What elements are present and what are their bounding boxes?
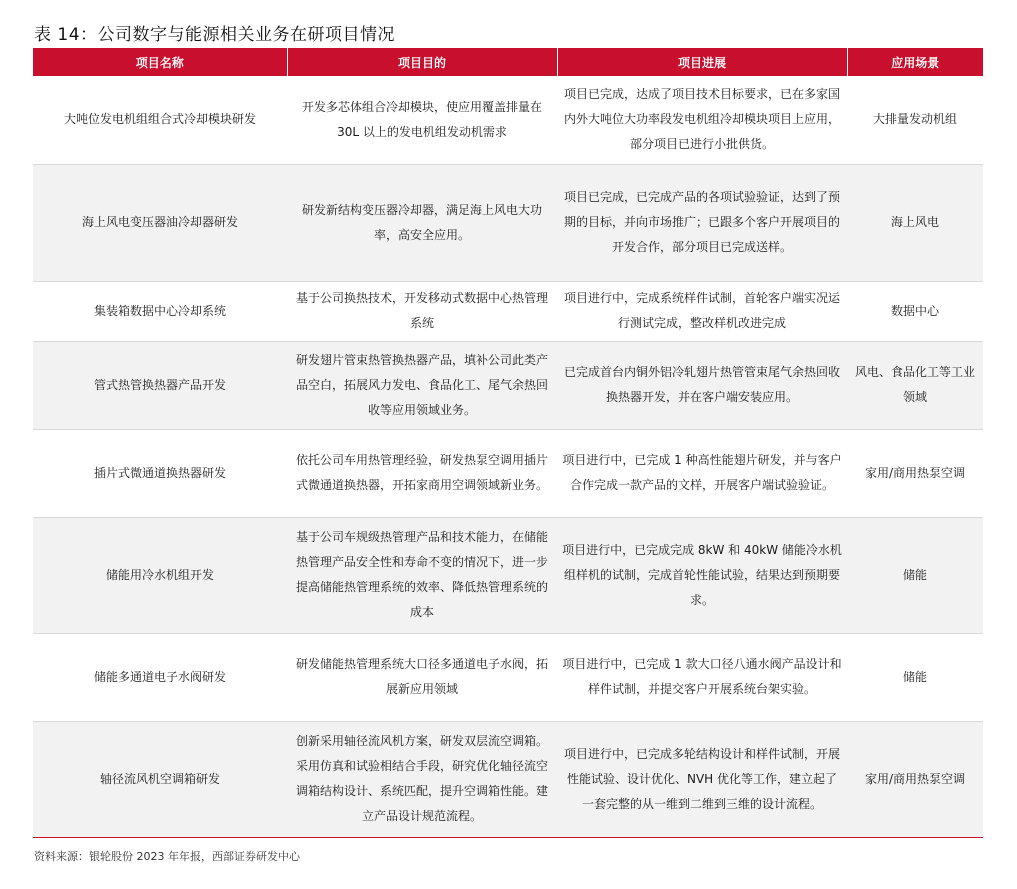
cell-project-progress: 项目已完成，达成了项目技术目标要求，已在多家国内外大吨位大功率段发电机组冷却模块项目上应用，部分项目已进行小批供货。: [557, 76, 847, 164]
table-row: [33, 517, 983, 633]
cell-application-scene: 储能: [847, 633, 983, 721]
cell-project-purpose: 基于公司换热技术，开发移动式数据中心热管理系统: [287, 281, 557, 341]
cell-project-name: 储能用冷水机组开发: [33, 517, 287, 633]
cell-project-purpose: 研发储能热管理系统大口径多通道电子水阀，拓展新应用领域: [287, 633, 557, 721]
table-header-row: [33, 48, 983, 76]
cell-application-scene: 家用/商用热泵空调: [847, 721, 983, 837]
cell-project-purpose: 创新采用轴径流风机方案，研发双层流空调箱。采用仿真和试验相结合手段，研究优化轴径流空调箱结构设计、系统匹配，提升空调箱性能。建立产品设计规范流程。: [287, 721, 557, 837]
cell-project-name: 海上风电变压器油冷却器研发: [33, 164, 287, 281]
cell-project-name: 大吨位发电机组组合式冷却模块研发: [33, 76, 287, 164]
cell-application-scene: 大排量发动机组: [847, 76, 983, 164]
cell-application-scene: 数据中心: [847, 281, 983, 341]
cell-project-name: 轴径流风机空调箱研发: [33, 721, 287, 837]
cell-project-progress: 项目进行中，已完成 1 种高性能翅片研发，并与客户合作完成一款产品的文样，开展客户端试验验证。: [557, 429, 847, 517]
cell-project-purpose: 基于公司车规级热管理产品和技术能力，在储能热管理产品安全性和寿命不变的情况下，进一步提高储能热管理系统的效率、降低热管理系统的成本: [287, 517, 557, 633]
cell-project-name: 集装箱数据中心冷却系统: [33, 281, 287, 341]
cell-project-progress: 项目进行中，已完成完成 8kW 和 40kW 储能冷水机组样机的试制，完成首轮性能试验，结果达到预期要求。: [557, 517, 847, 633]
cell-project-purpose: 开发多芯体组合冷却模块，使应用覆盖排量在 30L 以上的发电机组发动机需求: [287, 76, 557, 164]
cell-project-name: 管式热管换热器产品开发: [33, 341, 287, 429]
cell-project-name: 储能多通道电子水阀研发: [33, 633, 287, 721]
header-application-scene: 应用场景: [847, 48, 983, 76]
cell-project-progress: 项目已完成，已完成产品的各项试验验证，达到了预期的目标，并向市场推广；已跟多个客户开展项目的开发合作，部分项目已完成送样。: [557, 164, 847, 281]
cell-project-name: 插片式微通道换热器研发: [33, 429, 287, 517]
table-row: [33, 281, 983, 341]
cell-project-purpose: 依托公司车用热管理经验，研发热泵空调用插片式微通道换热器，开拓家商用空调领域新业务。: [287, 429, 557, 517]
table-row: [33, 341, 983, 429]
table-row: [33, 633, 983, 721]
cell-project-progress: 项目进行中，已完成 1 款大口径八通水阀产品设计和样件试制，并提交客户开展系统台架实验。: [557, 633, 847, 721]
source-note: 资料来源：银轮股份 2023 年年报，西部证券研发中心: [34, 850, 300, 863]
table-title: 表 14：公司数字与能源相关业务在研项目情况: [34, 25, 396, 45]
table-row: [33, 721, 983, 837]
projects-table: [33, 48, 983, 838]
cell-application-scene: 风电、食品化工等工业领域: [847, 341, 983, 429]
cell-application-scene: 储能: [847, 517, 983, 633]
header-project-name: 项目名称: [33, 48, 287, 76]
table-row: [33, 429, 983, 517]
cell-project-progress: 项目进行中，已完成多轮结构设计和样件试制，开展性能试验、设计优化、NVH 优化等工作，建立起了一套完整的从一维到二维到三维的设计流程。: [557, 721, 847, 837]
cell-project-progress: 已完成首台内铜外铝冷轧翅片热管管束尾气余热回收换热器开发，并在客户端安装应用。: [557, 341, 847, 429]
cell-project-purpose: 研发翅片管束热管换热器产品，填补公司此类产品空白，拓展风力发电、食品化工、尾气余热回收等应用领域业务。: [287, 341, 557, 429]
cell-project-progress: 项目进行中，完成系统样件试制，首轮客户端实况运行测试完成，整改样机改进完成: [557, 281, 847, 341]
cell-application-scene: 家用/商用热泵空调: [847, 429, 983, 517]
cell-project-purpose: 研发新结构变压器冷却器，满足海上风电大功率，高安全应用。: [287, 164, 557, 281]
table-row: [33, 164, 983, 281]
table-row: [33, 76, 983, 164]
header-project-purpose: 项目目的: [287, 48, 557, 76]
header-project-progress: 项目进展: [557, 48, 847, 76]
cell-application-scene: 海上风电: [847, 164, 983, 281]
